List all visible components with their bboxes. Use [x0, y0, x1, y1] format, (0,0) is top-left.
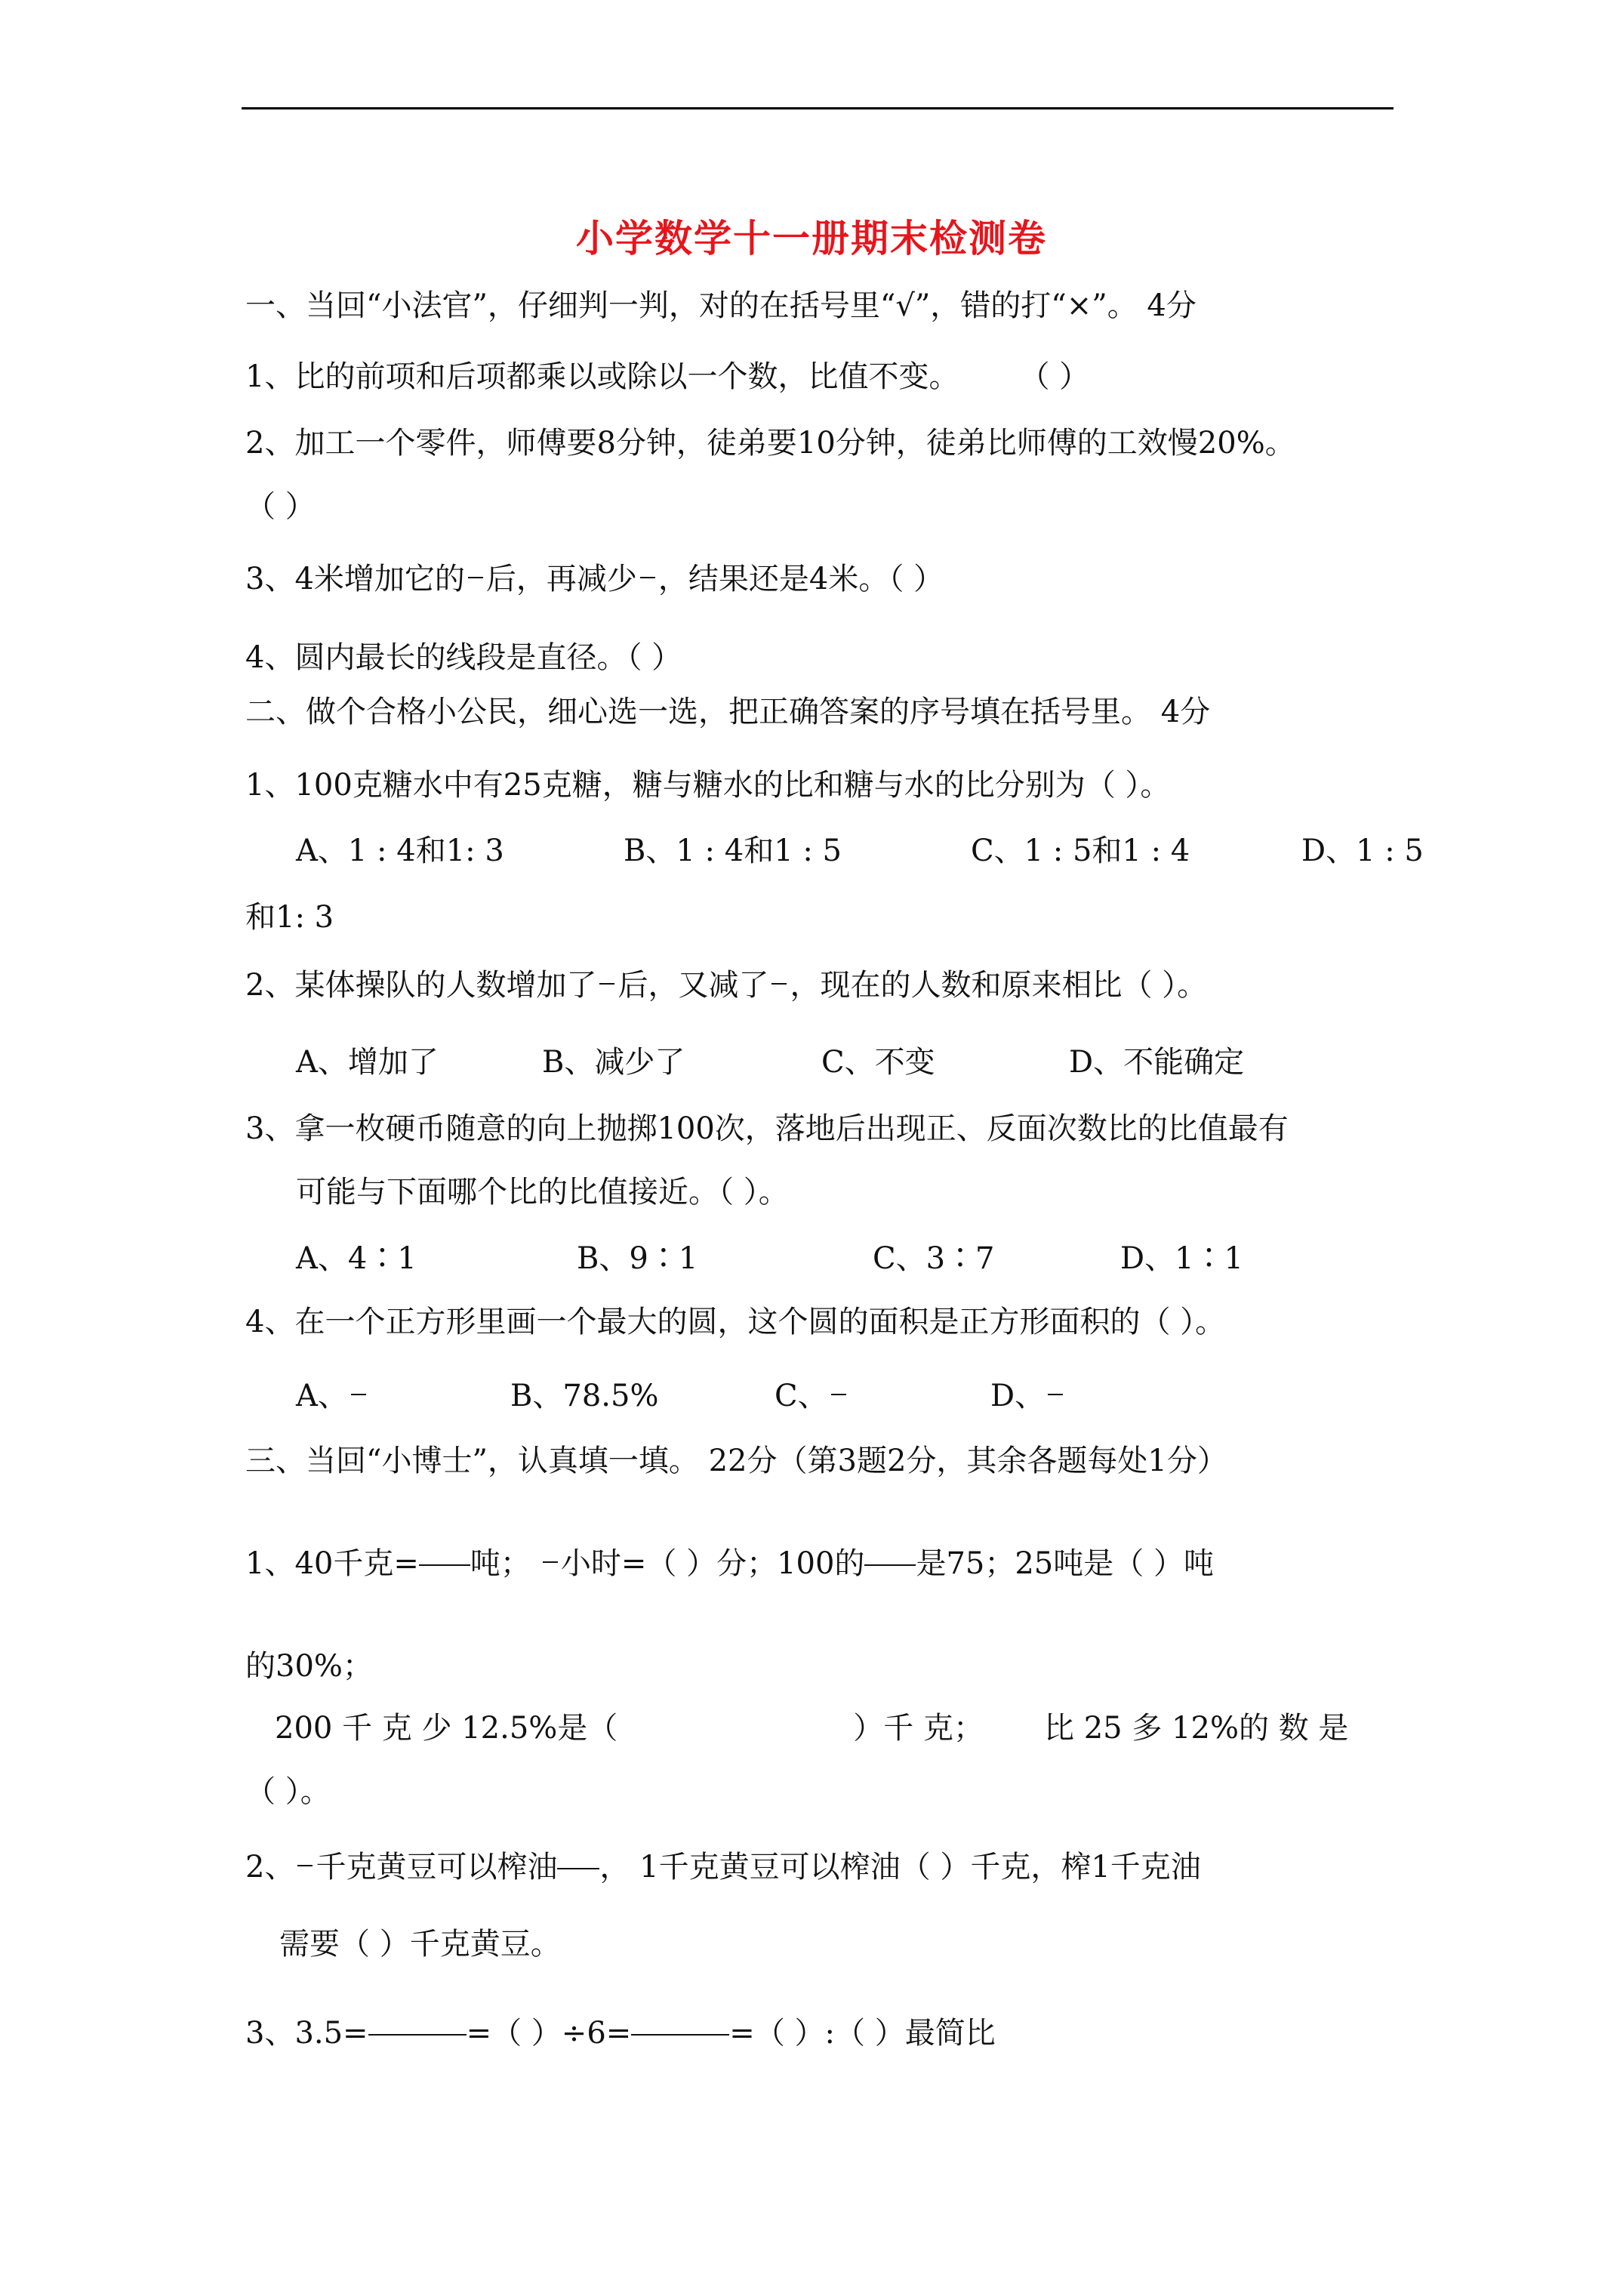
- s2-q2-option-b: B、减少了: [542, 1045, 685, 1080]
- s2-q1-option-d: D、1 : 5: [1301, 834, 1424, 868]
- s3-q2-text-b: 千克黄豆可以榨油: [316, 1850, 558, 1885]
- s2-q2-option-a: A、增加了: [296, 1045, 439, 1080]
- s2-q4-option-c-label: C、: [775, 1379, 828, 1413]
- s2-q4-option-d-label: D、: [990, 1379, 1046, 1413]
- answer-blank: [557, 1868, 599, 1869]
- s3-q1-line3: [275, 1709, 1348, 1747]
- s2-q3-option-c: C、3∶7: [873, 1241, 995, 1276]
- answer-blank: [631, 2034, 729, 2036]
- fraction-placeholder: [599, 983, 614, 985]
- s1-q3-text-a: 3、4米增加它的: [245, 562, 465, 596]
- s2-q4-option-a-label: A、: [296, 1379, 348, 1413]
- fraction-placeholder: [351, 1394, 366, 1395]
- s2-q2-text-c: ，现在的人数和原来相比（ ）。: [790, 968, 1208, 1003]
- s2-q3-line2: 可能与下面哪个比的比值接近。（ ）。: [296, 1175, 789, 1210]
- s2-q2-option-d: D、不能确定: [1069, 1045, 1245, 1080]
- s2-q4-option-b: B、78.5%: [510, 1379, 659, 1413]
- s3-q3-text-b: =（ ）÷6=: [466, 2016, 632, 2051]
- s3-q2-text-a: 2、: [245, 1850, 295, 1885]
- s3-q1: [245, 1545, 1214, 1583]
- s2-q1-option-a: A、1 : 4和1: 3: [296, 834, 504, 868]
- s1-q1: [245, 358, 1089, 396]
- s2-q1-option-c: C、1 : 5和1 : 4: [971, 834, 1190, 868]
- s2-q2-text-a: 2、某体操队的人数增加了: [245, 968, 597, 1003]
- s2-q4-option-c: [775, 1377, 849, 1415]
- s3-q1-text-a: 1、40千克=: [245, 1546, 419, 1581]
- answer-blank: [864, 1564, 916, 1566]
- page-title: 小学数学十一册期末检测卷: [576, 217, 1047, 260]
- section2-heading: 二、做个合格小公民，细心选一选，把正确答案的序号填在括号里。 4分: [245, 695, 1211, 729]
- answer-blank: [368, 2034, 467, 2036]
- s3-q2-text-c: ， 1千克黄豆可以榨油（ ）千克，榨1千克油: [599, 1850, 1201, 1885]
- s2-q3-option-b: B、9∶1: [577, 1241, 698, 1276]
- s3-q1-text-c: 小时=（ ）分；100的: [560, 1546, 865, 1581]
- s2-q1-option-d-cont: 和1: 3: [245, 900, 334, 935]
- s1-q2: 2、加工一个零件，师傅要8分钟，徒弟要10分钟，徒弟比师傅的工效慢20%。: [245, 426, 1295, 461]
- s2-q2-option-c: C、不变: [821, 1045, 935, 1080]
- fraction-placeholder: [1048, 1394, 1063, 1395]
- s3-q3-text-c: =（ ）:（ ）最简比: [729, 2016, 996, 2051]
- s2-q4-option-a: [296, 1377, 369, 1415]
- fraction-placeholder: [543, 1561, 558, 1563]
- s2-q1-option-b: B、1 : 4和1 : 5: [624, 834, 842, 868]
- fraction-placeholder: [640, 577, 655, 578]
- s1-q1-text: 1、比的前项和后项都乘以或除以一个数，比值不变。: [245, 359, 959, 394]
- fraction-placeholder: [831, 1394, 846, 1395]
- section1-heading: 一、当回“小法官”，仔细判一判，对的在括号里“√”，错的打“×”。 4分: [245, 288, 1196, 323]
- s1-q3-text-b: 后，再减少: [485, 562, 637, 596]
- s3-q2: [245, 1848, 1201, 1886]
- s3-q3-text-a: 3、3.5=: [245, 2016, 368, 2051]
- s3-q1-line3-c: 比 25 多 12%的 数 是: [1044, 1711, 1349, 1746]
- s1-q4: 4、圆内最长的线段是直径。（ ）: [245, 640, 682, 675]
- fraction-placeholder: [771, 983, 787, 985]
- s3-q1-line4: （ ）。: [245, 1774, 331, 1809]
- s1-q1-paren: （ ）: [1019, 359, 1090, 394]
- s2-q2-text-b: 后，又减了: [617, 968, 769, 1003]
- section3-heading: 三、当回“小博士”，认真填一填。 22分（第3题2分，其余各题每处1分）: [245, 1444, 1227, 1478]
- s2-q4: 4、在一个正方形里画一个最大的圆，这个圆的面积是正方形面积的（ ）。: [245, 1305, 1226, 1339]
- answer-blank: [419, 1564, 470, 1566]
- fraction-placeholder: [297, 1865, 313, 1866]
- header-rule: [242, 107, 1394, 109]
- fraction-placeholder: [468, 577, 483, 578]
- s2-q3-line1: 3、拿一枚硬币随意的向上抛掷100次，落地后出现正、反面次数比的比值最有: [245, 1111, 1289, 1146]
- s3-q2-line2: 需要（ ）千克黄豆。: [279, 1927, 561, 1962]
- s3-q3: [245, 2014, 996, 2052]
- s3-q1-line2: 的30%；: [245, 1649, 373, 1684]
- s3-q1-text-d: 是75；25吨是（ ）吨: [916, 1546, 1214, 1581]
- s2-q2: [245, 966, 1207, 1004]
- s2-q1: 1、100克糖水中有25克糖，糖与糖水的比和糖与水的比分别为（ ）。: [245, 768, 1171, 803]
- s2-q4-option-d: [990, 1377, 1066, 1415]
- s3-q1-line3-b: ）千 克；: [853, 1711, 984, 1746]
- s1-q2-paren: （ ）: [245, 489, 316, 524]
- s3-q1-text-b: 吨；: [470, 1546, 531, 1581]
- s1-q3-text-c: ，结果还是4米。（ ）: [658, 562, 944, 596]
- s1-q3: [245, 560, 944, 598]
- s2-q3-option-d: D、1∶1: [1120, 1241, 1243, 1276]
- s2-q3-option-a: A、4∶1: [296, 1241, 417, 1276]
- s3-q1-line3-a: 200 千 克 少 12.5%是（: [275, 1711, 618, 1746]
